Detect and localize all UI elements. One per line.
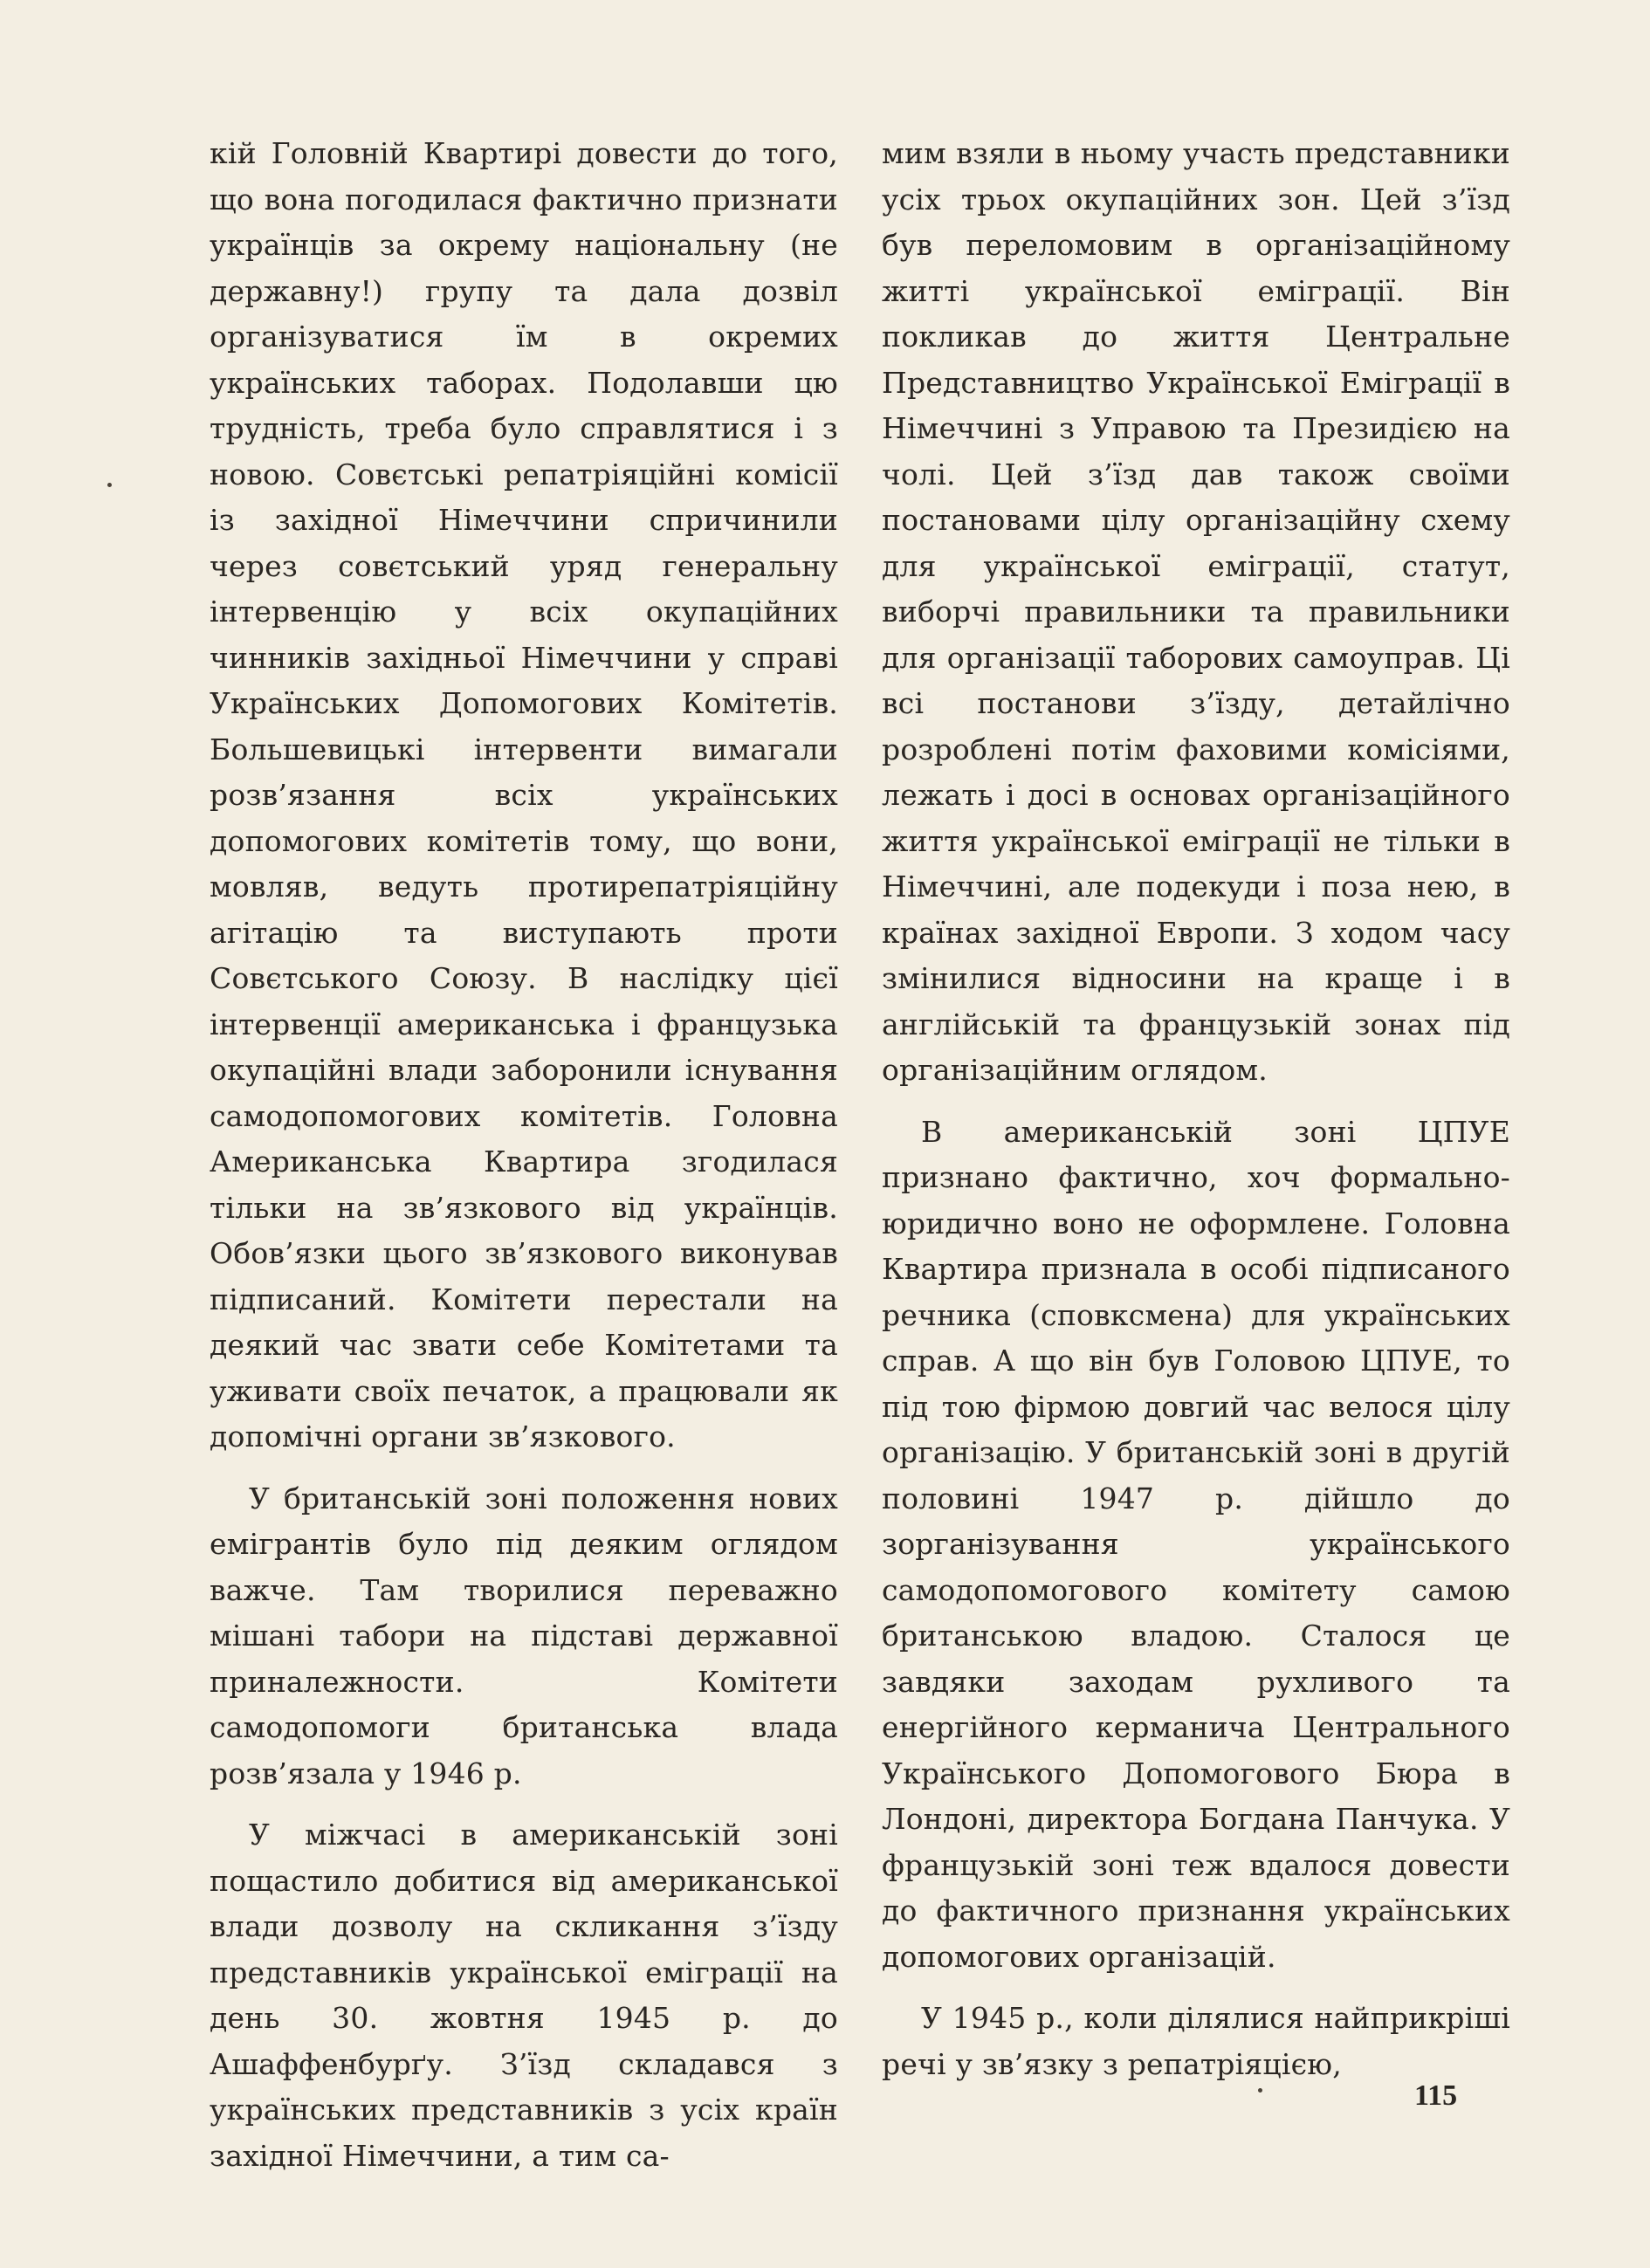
page-number: 115 <box>1414 2079 1458 2112</box>
left-paragraph-1: кій Головній Квартирі довести до того, що вона погодилася фактично признати українців за окрему національну (не державну!) групу та дала дозвіл організуватися їм в окремих українських таборах. Подолавши цю трудність, треба було справлятися і з новою. Совєтські репатріяційні комісії із західної Німеччини спричинили через совєтський уряд генеральну інтервенцію у всіх окупаційних чинників західньої Німеччини у справі Українських Допомогових Комітетів. Большевицькі інтервенти вимагали розв’язання всіх українських допомогових комітетів тому, що вони, мовляв, ведуть протирепатріяційну агітацію та виступають проти Совєтського Союзу. В наслідку цієї інтервенції американська і французька окупаційні влади заборонили існування самодопомогових комітетів. Головна Американська Квартира згодилася тільки на зв’язкового від українців. Обов’язки цього зв’язкового виконував підписаний. Комітети перестали на деякий час звати себе Комітетами та уживати своїх печаток, а працювали як допомічні органи зв’язкового. <box>210 136 838 1454</box>
right-paragraph-1: мим взяли в ньому участь представники усіх трьох окупаційних зон. Цей з’їзд був переломовим в організаційному житті української еміграції. Він покликав до життя Центральне Представництво Української Еміграції в Німеччині з Управою та Президією на чолі. Цей з’їзд дав також своїми постановами цілу організаційну схему для української еміграції, статут, виборчі правильники та правильники для організації таборових самоуправ. Ці всі постанови з’їзду, детайлічно розроблені потім фаховими комісіями, лежать і досі в основах організаційного життя української еміграції не тільки в Німеччині, але подекуди і поза нею, в країнах західної Европи. З ходом часу змінилися відносини на краще і в англійській та французькій зонах під організаційним оглядом. <box>882 136 1510 1087</box>
right-text-column <box>882 131 1510 2103</box>
left-text-column <box>210 131 838 2195</box>
right-paragraph-2: В американській зоні ЦПУЕ признано фактично, хоч формально-юридично воно не оформлене. Головна Квартира признала в особі підписаного речника (сповксмена) для українських справ. А що він був Головою ЦПУЕ, то під тою фірмою довгий час велося цілу організацію. У британській зоні в другій половині 1947 р. дійшло до зорганізування українського самодопомогового комітету самою британською владою. Сталося це завдяки заходам рухливого та енергійного керманича Центрального Українського Допомогового Бюра в Лондоні, директора Богдана Панчука. У французькій зоні теж вдалося довести до фактичного признання українських допомогових організацій. <box>882 1114 1510 1974</box>
right-paragraph-3: У 1945 р., коли ділялися найприкріші речі у зв’язку з репатріяцією, <box>882 2001 1510 2081</box>
left-paragraph-2: У британській зоні положення нових емігрантів було під деяким оглядом важче. Там творилися переважно мішані табори на підставі державної приналежности. Комітети самодопомоги британська влада розв’язала у 1946 р. <box>210 1481 838 1790</box>
paper-speck <box>107 483 112 487</box>
paper-speck <box>1258 2088 1262 2093</box>
left-paragraph-3: У міжчасі в американській зоні пощастило добитися від американської влади дозволу на скликання з’їзду представників української еміграції на день 30. жовтня 1945 р. до Ашаффенбурґу. З’їзд складався з українських представників з усіх країн західної Німеччини, а тим са- <box>210 1818 838 2173</box>
